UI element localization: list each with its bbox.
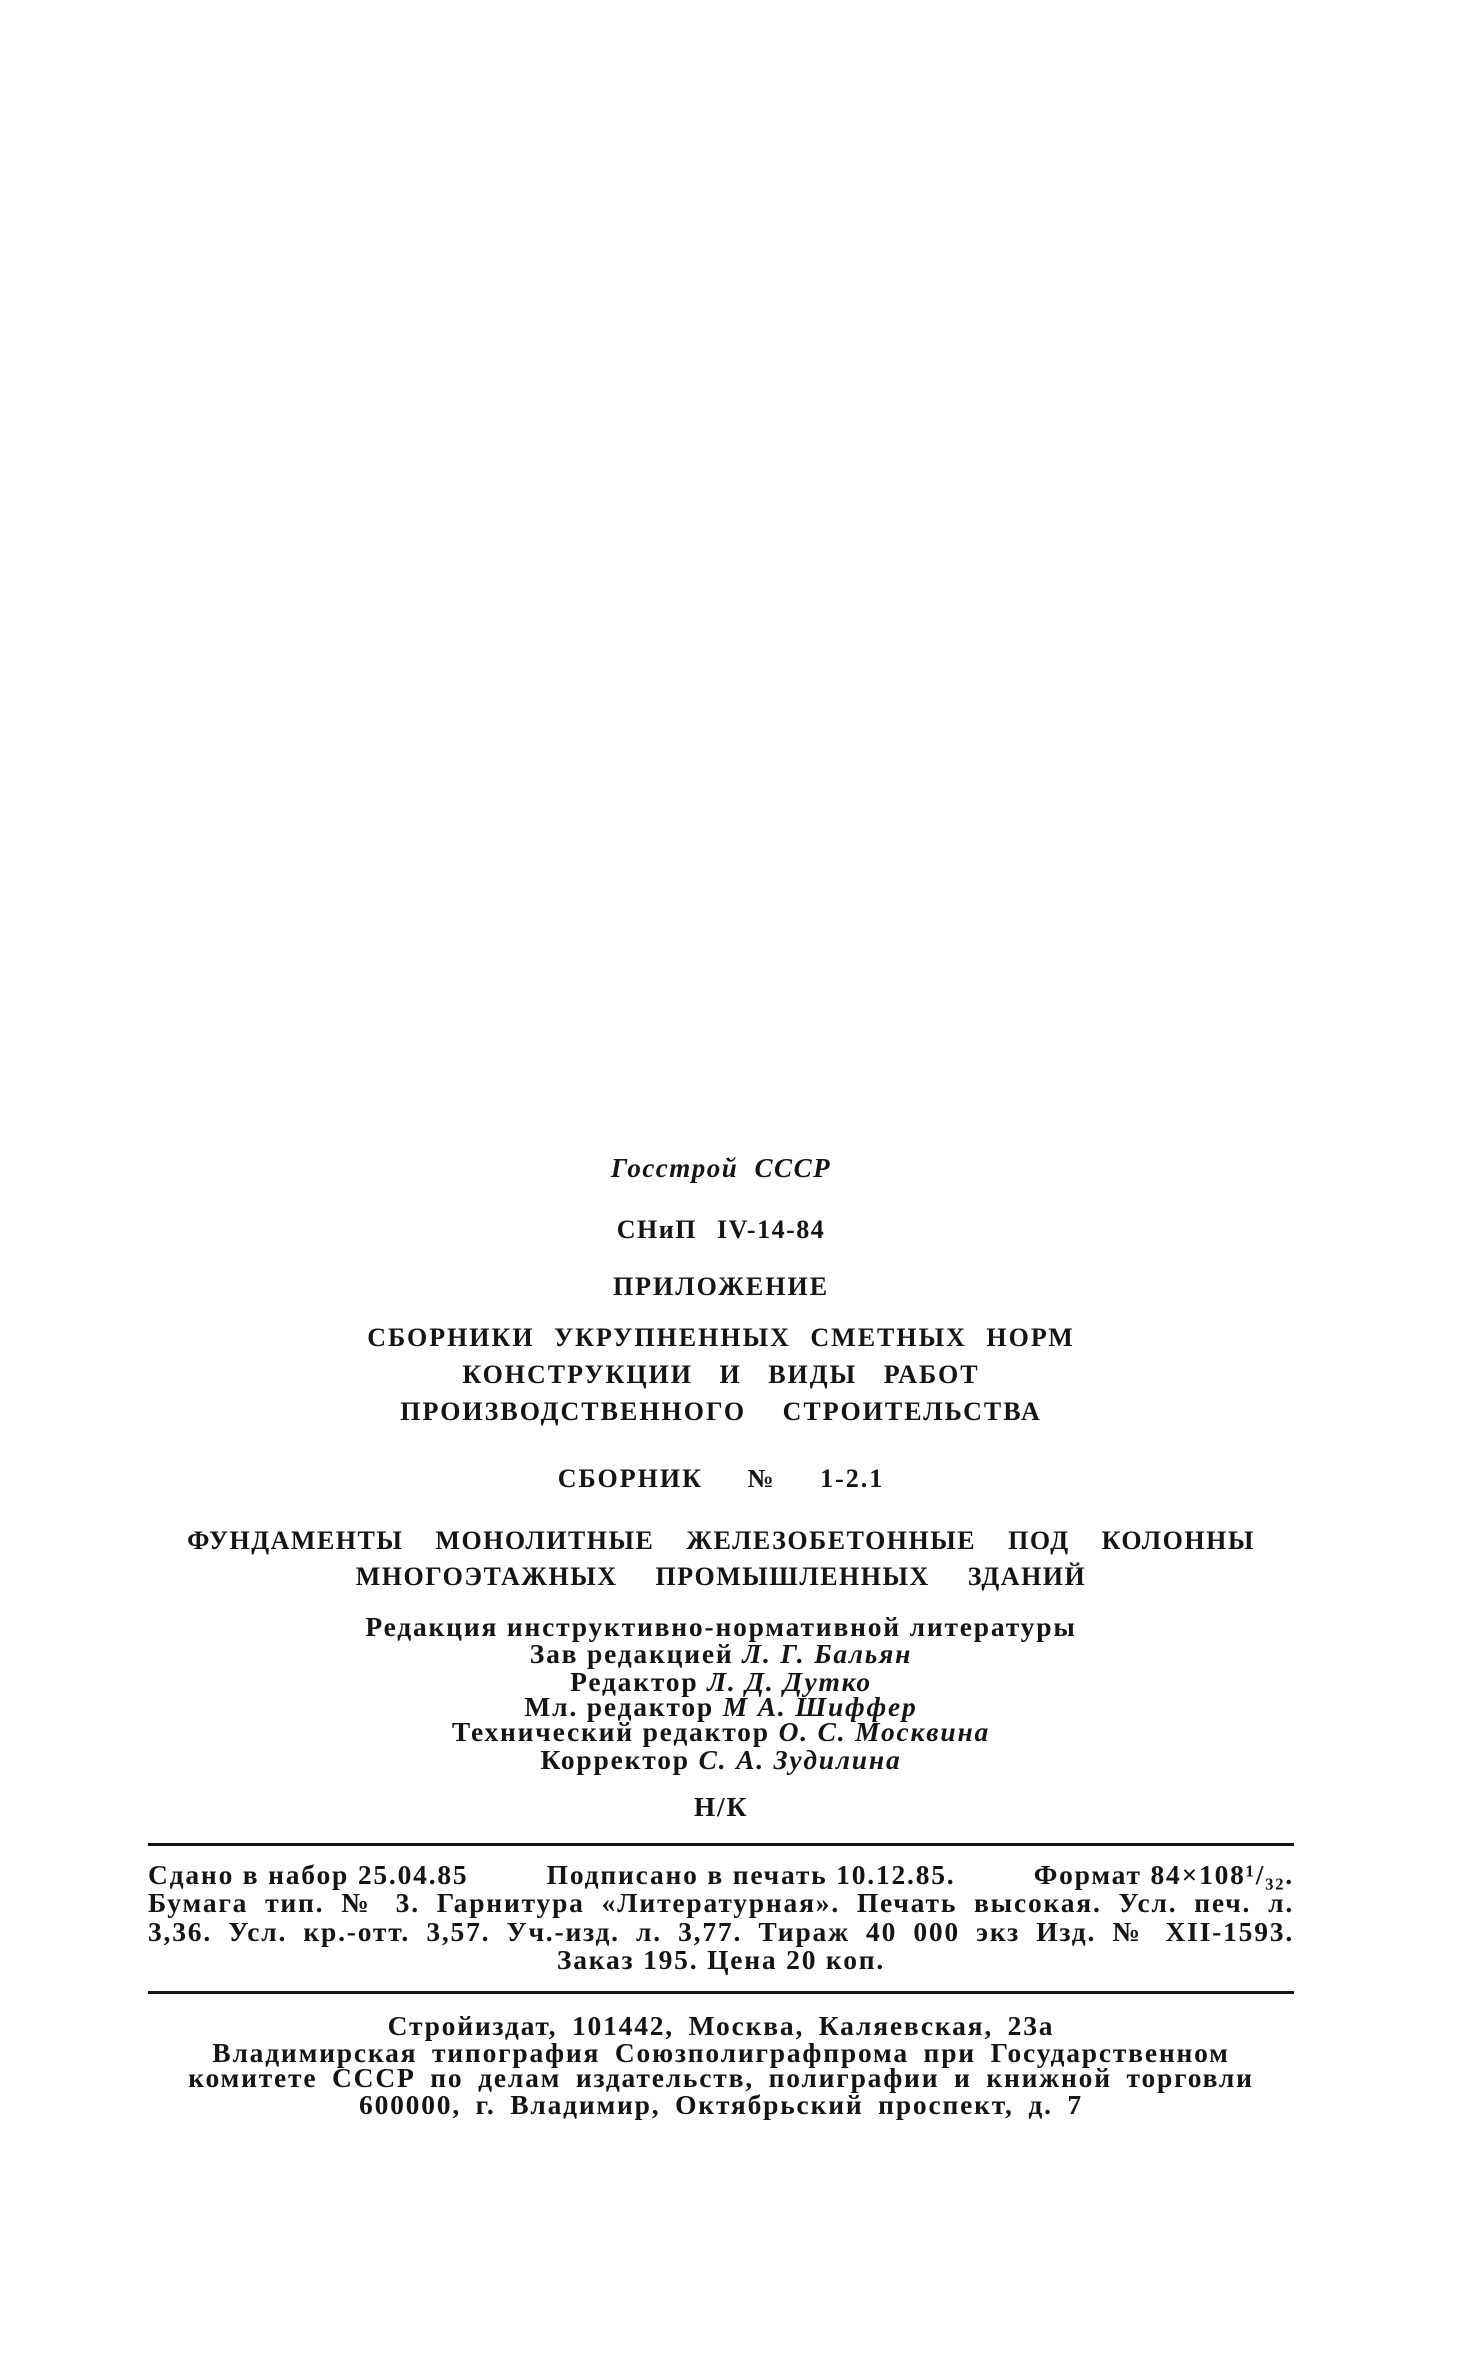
document-code: СНиП IV-14-84 xyxy=(616,1215,826,1244)
collection-title-line-3: ПРОИЗВОДСТВЕННОГО СТРОИТЕЛЬСТВА xyxy=(400,1397,1042,1426)
collection-title-line-1: СБОРНИКИ УКРУПНЕННЫХ СМЕТНЫХ НОРМ xyxy=(367,1323,1075,1352)
editorial-department: Редакция инструктивно-нормативной литературы xyxy=(365,1611,1077,1642)
collection-title-line-2: КОНСТРУКЦИИ И ВИДЫ РАБОТ xyxy=(462,1360,980,1389)
publisher-line-1: Стройиздат, 101442, Москва, Каляевская, 23а xyxy=(387,2010,1055,2041)
publisher-line-4: 600000, г. Владимир, Октябрьский проспект, д. 7 xyxy=(359,2089,1083,2120)
staff-role: Редактор xyxy=(570,1666,699,1697)
staff-name: О. С. Москвина xyxy=(778,1716,991,1747)
divider-rule-bottom xyxy=(148,1991,1294,1994)
staff-line xyxy=(148,1744,1294,1776)
staff-name: Л. Д. Дутко xyxy=(707,1666,872,1697)
publisher-line-3: комитете СССР по делам издательств, полиграфии и книжной торговли xyxy=(188,2062,1254,2093)
classification-mark: Н/К xyxy=(693,1791,749,1822)
imprint-print-date: Подписано в печать 10.12.85. xyxy=(546,1859,956,1890)
subject-line-2: МНОГОЭТАЖНЫХ ПРОМЫШЛЕННЫХ ЗДАНИЙ xyxy=(355,1562,1087,1591)
imprint-line-2: Бумага тип. № 3. Гарнитура «Литературная». Печать высокая. Усл. печ. л. xyxy=(148,1887,1294,1918)
imprint-line-3: 3,36. Усл. кр.-отт. 3,57. Уч.-изд. л. 3,77. Тираж 40 000 экз Изд. № XII-1593. xyxy=(148,1916,1294,1947)
staff-role: Технический редактор xyxy=(451,1716,770,1747)
colophon-page xyxy=(148,0,1294,2364)
organization-name: Госстрой СССР xyxy=(610,1153,832,1183)
staff-role: Зав редакцией xyxy=(529,1638,734,1669)
collection-number: СБОРНИК № 1-2.1 xyxy=(557,1464,885,1493)
imprint-format: Формат 84×108¹/₃₂. xyxy=(1033,1859,1294,1890)
divider-rule-top xyxy=(148,1843,1294,1846)
appendix-heading: ПРИЛОЖЕНИЕ xyxy=(612,1272,830,1301)
staff-role: Корректор xyxy=(540,1744,690,1775)
imprint-typeset-date: Сдано в набор 25.04.85 xyxy=(148,1859,469,1890)
subject-line-1: ФУНДАМЕНТЫ МОНОЛИТНЫЕ ЖЕЛЕЗОБЕТОННЫЕ ПОД КОЛОННЫ xyxy=(187,1526,1255,1555)
staff-name: С. А. Зудилина xyxy=(698,1744,902,1775)
staff-role: Мл. редактор xyxy=(524,1691,714,1722)
publisher-line-2: Владимирская типография Союзполиграфпрома при Государственном xyxy=(212,2037,1230,2068)
staff-name: М А. Шиффер xyxy=(722,1691,918,1722)
staff-name: Л. Г. Бальян xyxy=(742,1638,913,1669)
imprint-line-4: Заказ 195. Цена 20 коп. xyxy=(556,1944,886,1975)
